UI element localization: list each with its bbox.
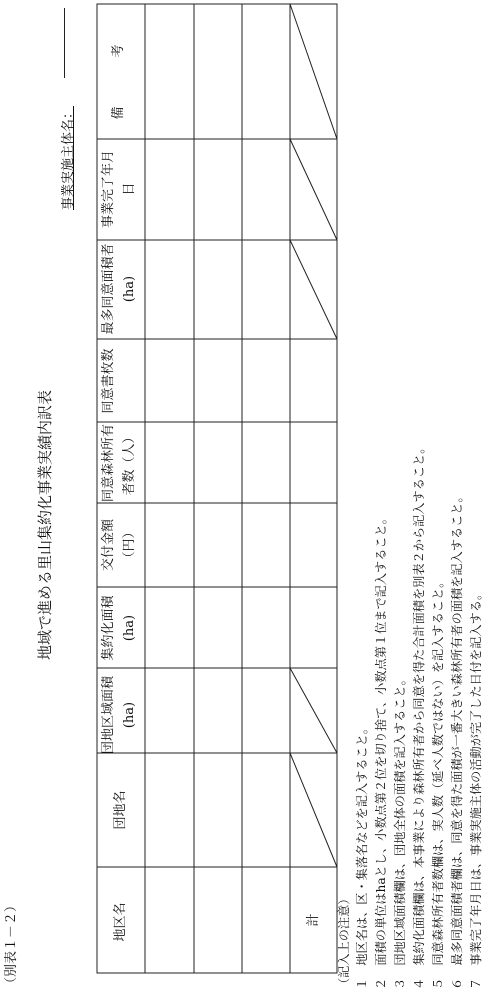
slash-max-area xyxy=(290,240,337,339)
slash-danchi xyxy=(290,753,337,867)
slash-area xyxy=(290,668,337,753)
note-4: ４ 集約化面積欄は、本事業により森林所有者から同意を得た合計面積を別表２から記入すること。 xyxy=(412,441,426,990)
notes-heading: （記入上の注意） xyxy=(337,892,351,990)
note-6: ６ 最多同意面積者欄は、同意を得た面積が一番大きい森林所有者の面積を記入すること。 xyxy=(450,490,464,990)
slash-completion xyxy=(290,139,337,240)
note-2: ２ 面積の単位はhaとし、小数点第２位を切り捨て、小数点第１位まで記入すること。 xyxy=(374,512,388,990)
header-doi-owners: 同意森林所有者数（人） xyxy=(101,424,137,503)
note-7: ７ 事業完了年月日は、事業実施主体の活動が完了した日付を記入する。 xyxy=(469,587,483,990)
note-1: １ 地区名は、区・集落名などを記入すること。 xyxy=(355,721,369,990)
header-chiku: 地区名 xyxy=(113,902,128,942)
header-danchi: 団地名 xyxy=(113,790,128,830)
header-shuyaku: 集約化面積(ha) xyxy=(101,595,137,661)
slash-remarks xyxy=(290,4,337,139)
document-title: 地域で進める里山集約化事業実績内訳表 xyxy=(36,389,54,660)
header-remarks: 備 考 xyxy=(111,26,126,120)
header-completion: 事業完了年月日 xyxy=(101,150,137,229)
header-area: 団地区域面積(ha) xyxy=(101,676,137,755)
header-doi-sheets: 同意書枚数 xyxy=(101,348,116,414)
note-5: ５ 同意森林所有者数欄は、実人数（延べ人数ではない）を記入すること。 xyxy=(431,575,445,990)
header-max-area: 最多同意面積者(ha) xyxy=(101,243,137,335)
note-3: ３ 団地区域面積欄は、団地全体の面積を記入すること。 xyxy=(393,673,407,990)
header-kofu: 交付金額（円） xyxy=(101,519,137,572)
implementer-label: 事業実施主体名： xyxy=(61,105,76,210)
attachment-label: （別表１－２） xyxy=(4,898,19,990)
total-label: 計 xyxy=(306,913,321,927)
